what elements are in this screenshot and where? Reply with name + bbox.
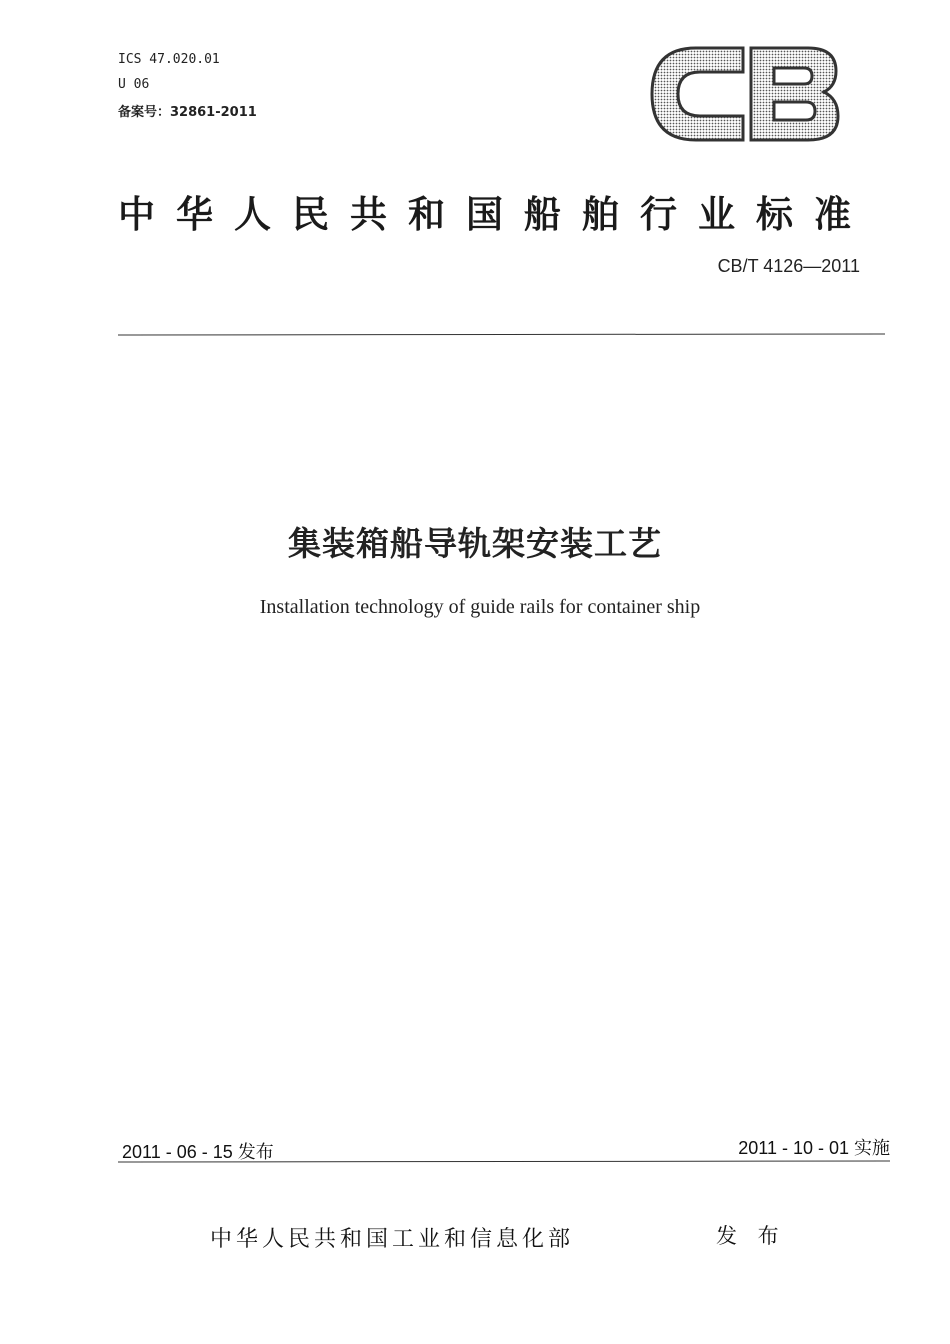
classification-code: U 06 <box>118 77 150 92</box>
ics-code: ICS 47.020.01 <box>118 52 220 67</box>
standard-category-title: 中华人民共和国船舶行业标准 <box>118 193 872 236</box>
document-title-english: Installation technology of guide rails for container ship <box>259 596 701 618</box>
standard-number: CB/T 4126—2011 <box>717 256 860 276</box>
record-number: 备案号：32861-2011 <box>118 105 257 120</box>
cb-standard-logo <box>648 44 840 144</box>
publication-date: 2011 - 06 - 15 发布 <box>122 1142 274 1162</box>
implementation-date: 2011 - 10 - 01 实施 <box>738 1138 890 1158</box>
document-title-chinese: 集装箱船导轨架安装工艺 <box>288 524 662 563</box>
header-divider <box>118 333 885 335</box>
issuing-authority: 中华人民共和国工业和信息化部 <box>210 1227 575 1252</box>
issue-label: 发 布 <box>716 1224 786 1248</box>
footer-divider <box>118 1160 890 1162</box>
